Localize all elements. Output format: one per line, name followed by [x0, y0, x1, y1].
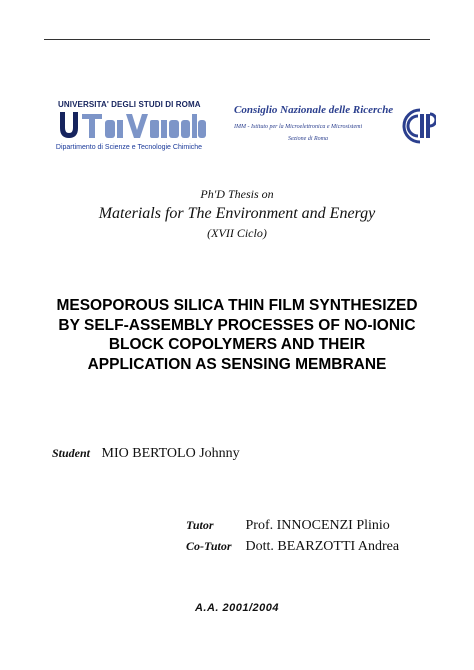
tutor-label: Tutor: [186, 518, 214, 532]
tor-vergata-logo: [44, 100, 214, 156]
cnr-city-label: Sezione di Roma: [288, 136, 328, 142]
student-label: Student: [52, 446, 91, 460]
thesis-title-line: MESOPOROUS SILICA THIN FILM SYNTHESIZED: [56, 297, 418, 314]
tor-vergata-university-label: UNIVERSITA' DEGLI STUDI DI ROMA: [58, 100, 201, 109]
co-tutor-name: Dott. BEARZOTTI Andrea: [245, 539, 400, 554]
academic-year: A.A. 2001/2004: [194, 602, 280, 614]
tutor-block: [186, 518, 399, 560]
cycle-label: (XVII Ciclo): [207, 226, 267, 240]
cnr-name-label: Consiglio Nazionale delle Ricerche: [234, 104, 394, 116]
cnr-emblem-icon: [390, 106, 436, 146]
department-label: Dipartimento di Scienze e Tecnologie Chimiche: [55, 144, 203, 151]
thesis-label: Ph'D Thesis on: [200, 187, 274, 201]
cnr-logo: [230, 102, 440, 158]
tor-vergata-wordmark-icon: [58, 110, 206, 140]
program-title: Materials for The Environment and Energy: [98, 205, 376, 222]
top-rule: [44, 39, 430, 40]
thesis-title: [40, 296, 434, 374]
tutor-row: [186, 518, 399, 539]
cnr-institute-label: IMM - Istituto per la Microelettronica e Microsistemi: [234, 124, 363, 130]
thesis-title-line: BY SELF-ASSEMBLY PROCESSES OF NO-IONIC: [58, 316, 416, 334]
thesis-title-line: APPLICATION AS SENSING MEMBRANE: [87, 355, 387, 373]
student-name: MIO BERTOLO Johnny: [101, 446, 240, 461]
co-tutor-label: Co-Tutor: [186, 539, 232, 553]
tutor-name: Prof. INNOCENZI Plinio: [245, 518, 390, 533]
student-row: [52, 446, 240, 462]
thesis-title-line: BLOCK COPOLYMERS AND THEIR: [108, 336, 366, 353]
co-tutor-row: [186, 539, 399, 560]
